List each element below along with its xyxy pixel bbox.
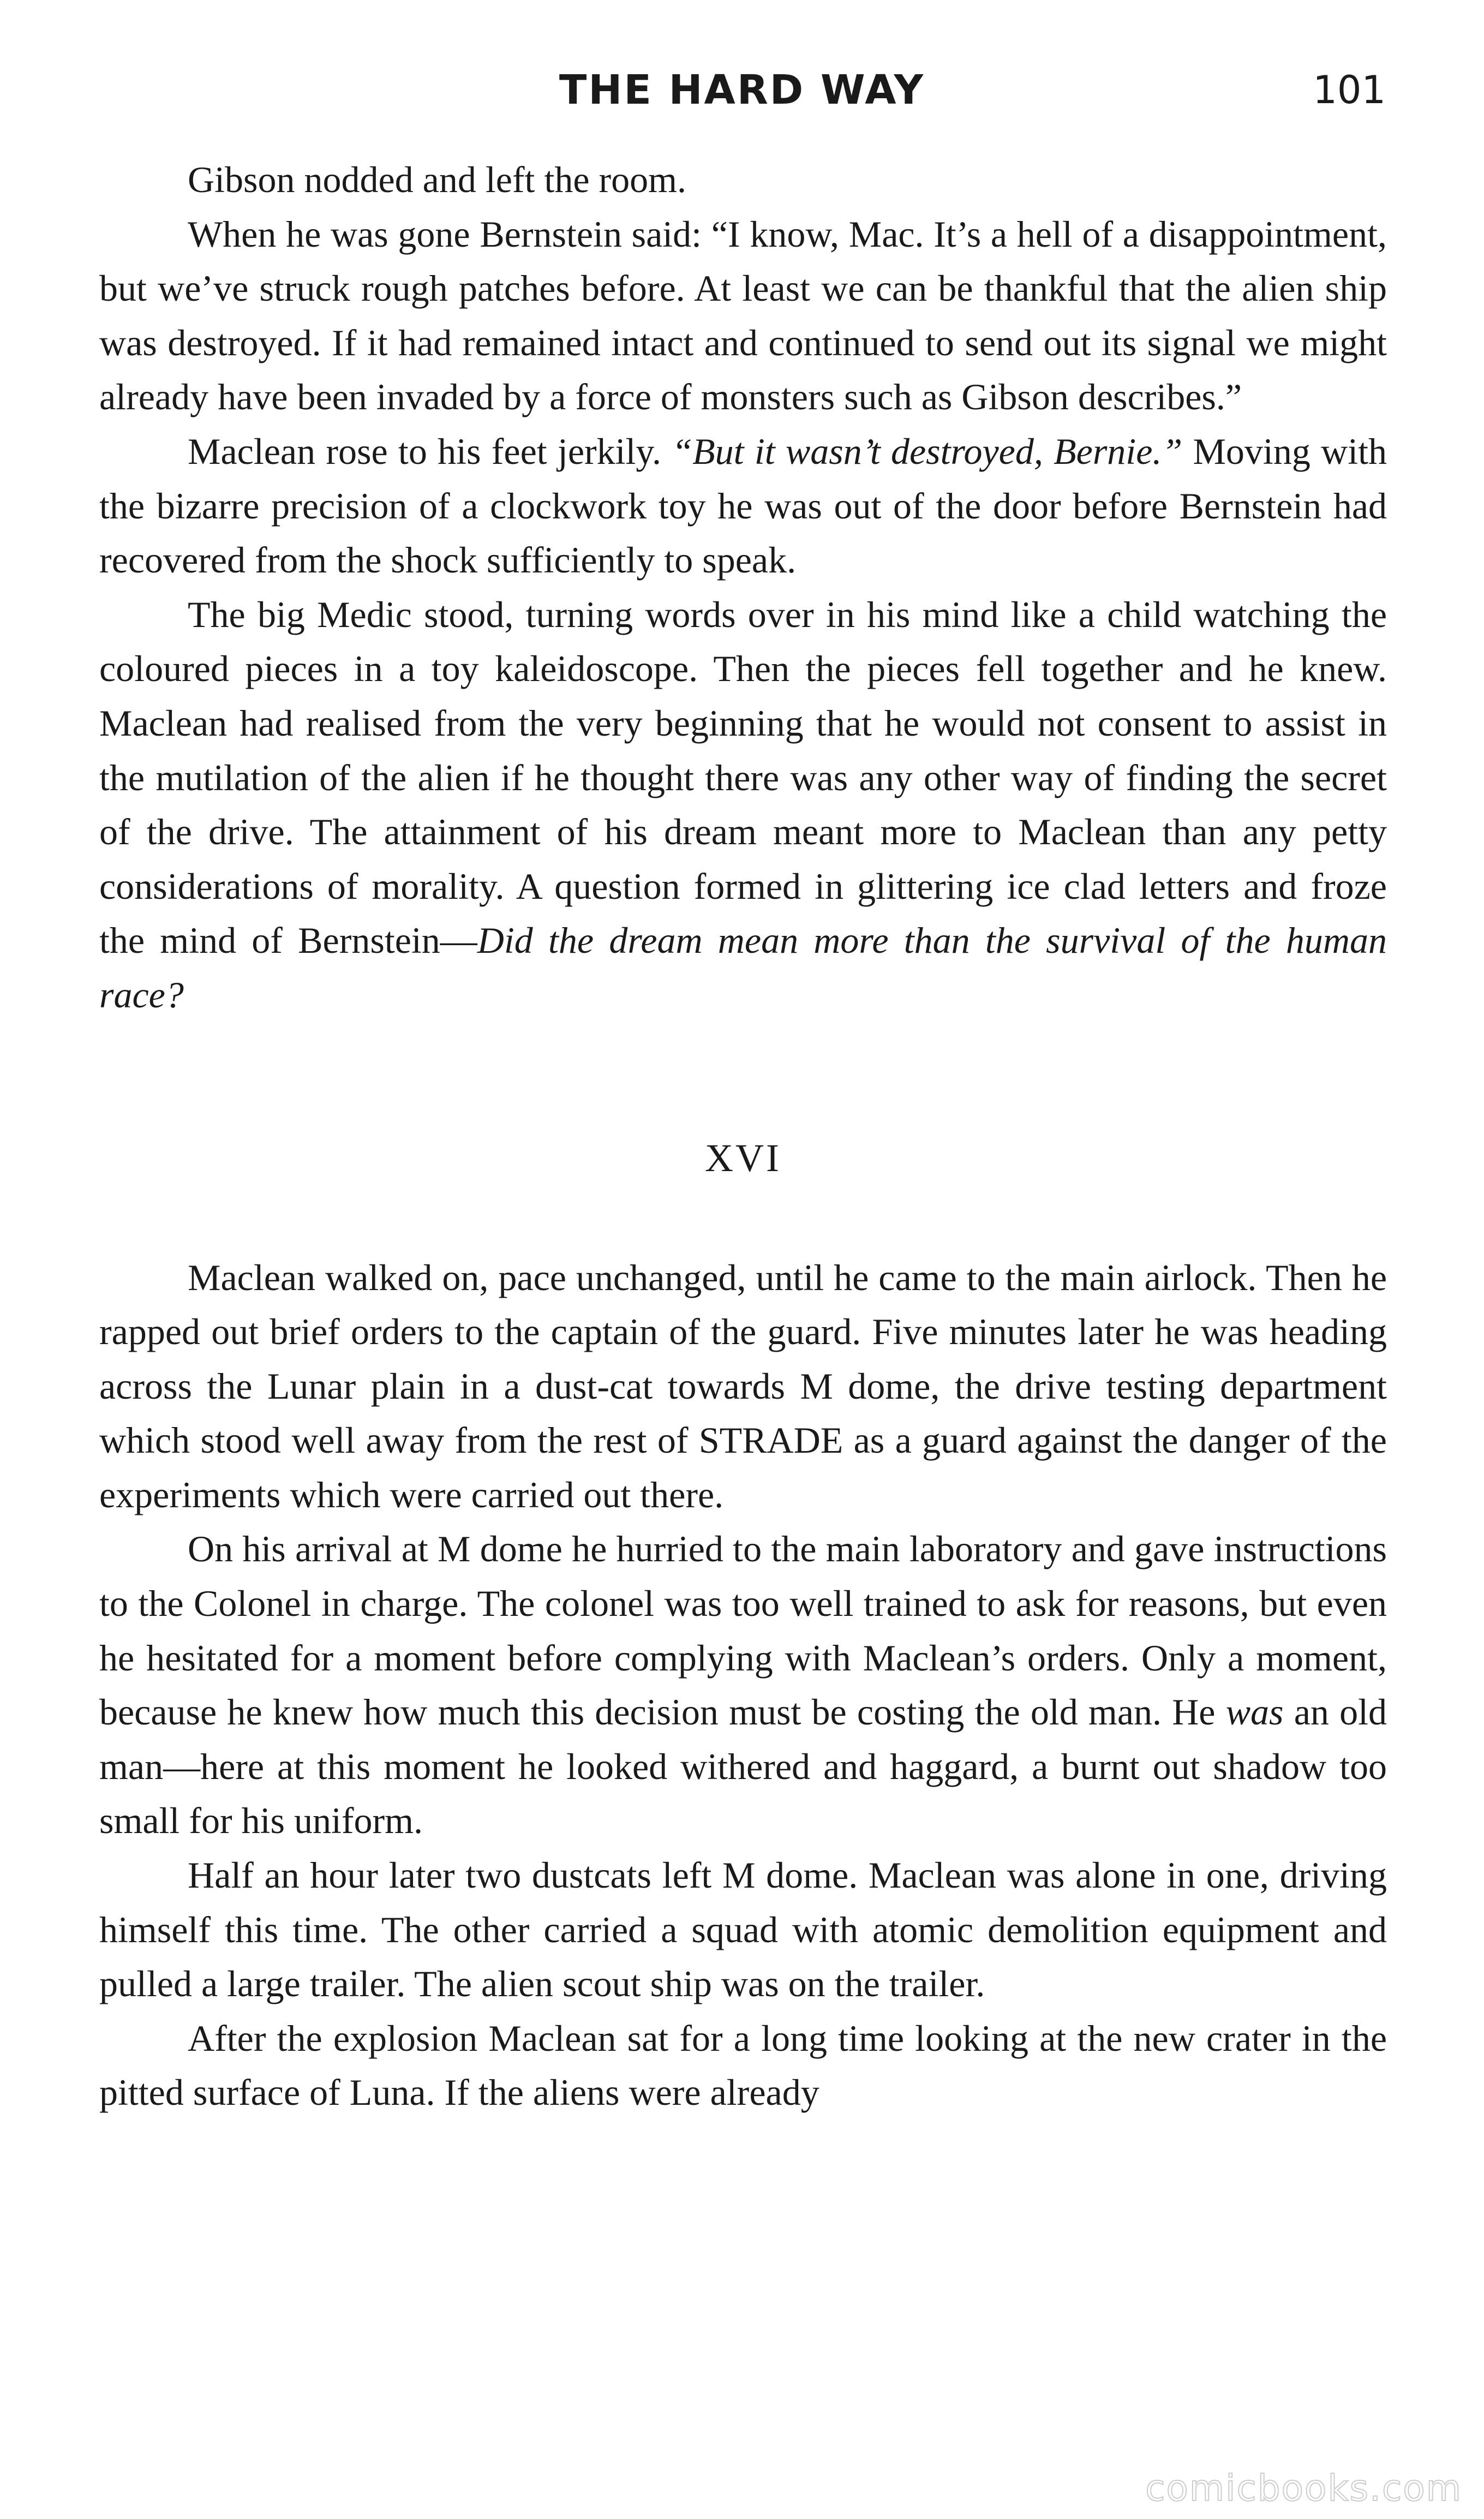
watermark: comicbooks.com bbox=[1145, 2467, 1462, 2509]
paragraph bbox=[99, 588, 1387, 1023]
paragraph: Gibson nodded and left the room. bbox=[188, 159, 687, 200]
italic-word: was bbox=[1225, 1691, 1284, 1733]
paragraph: Maclean walked on, pace unchanged, until he came to the main airlock. Then he rapped out brief orders to the captain of the guard. Five minutes later he was heading across the Lunar plain in a dust-cat towards M dome, the drive testing department which stood well away from the rest of STRADE as a guard against the danger of the experiments which were carried out there. bbox=[99, 1256, 1387, 1515]
italic-dialogue: “But it wasn’t destroyed, Bernie.” bbox=[672, 430, 1183, 472]
paragraph-text: The big Medic stood, turning words over in his mind like a child watching the coloured pieces in a toy kaleidoscope. Then the pieces fell together and he knew. Maclean had realised from the very beginning that he would not consent to assist in the mutilation of the alien if he thought there was any other way of finding the secret of the drive. The attainment of his dream meant more to Maclean than any petty considerations of morality. A question formed in glittering ice clad letters and froze the mind of Bernstein— bbox=[99, 593, 1387, 962]
chapter-heading: XVI bbox=[705, 1136, 781, 1180]
running-header bbox=[98, 60, 1386, 120]
paragraph bbox=[99, 1522, 1387, 1848]
paragraph: Half an hour later two dustcats left M dome. Maclean was alone in one, driving himself this time. The other carried a squad with atomic demolition equipment and pulled a large trailer. The alien scout ship was on the trailer. bbox=[99, 1854, 1387, 2005]
paragraph: After the explosion Maclean sat for a long time looking at the new crater in the pitted surface of Luna. If the aliens were already bbox=[99, 2017, 1387, 2114]
paragraph-text: Moving with the bizarre precision of a clockwork toy he was out of the door before Bernstein had recovered from the shock sufficiently to speak. bbox=[99, 430, 1387, 581]
paragraph-text: Maclean rose to his feet jerkily. bbox=[188, 430, 672, 472]
italic-question: Did the dream mean more than the survival of the human race? bbox=[99, 920, 1387, 1016]
paragraph-text: an old man—here at this moment he looked withered and haggard, a burnt out shadow too small for his uniform. bbox=[99, 1691, 1387, 1842]
running-title: THE HARD WAY bbox=[559, 67, 925, 114]
paragraph: When he was gone Bernstein said: “I know, Mac. It’s a hell of a disappointment, but we’ve struck rough patches before. At least we can be thankful that the alien ship was destroyed. If it had remained intact and continued to send out its signal we might already have been invaded by a force of monsters such as Gibson describes.” bbox=[99, 213, 1387, 418]
body-text bbox=[99, 153, 1387, 2120]
paragraph-text: On his arrival at M dome he hurried to the main laboratory and gave instructions to the Colonel in charge. The colonel was too well trained to ask for reasons, but even he hesitated for a moment before complying with Maclean’s orders. Only a moment, because he knew how much this decision must be costing the old man. He bbox=[99, 1528, 1387, 1733]
paragraph bbox=[99, 425, 1387, 588]
page-number: 101 bbox=[1313, 68, 1386, 112]
